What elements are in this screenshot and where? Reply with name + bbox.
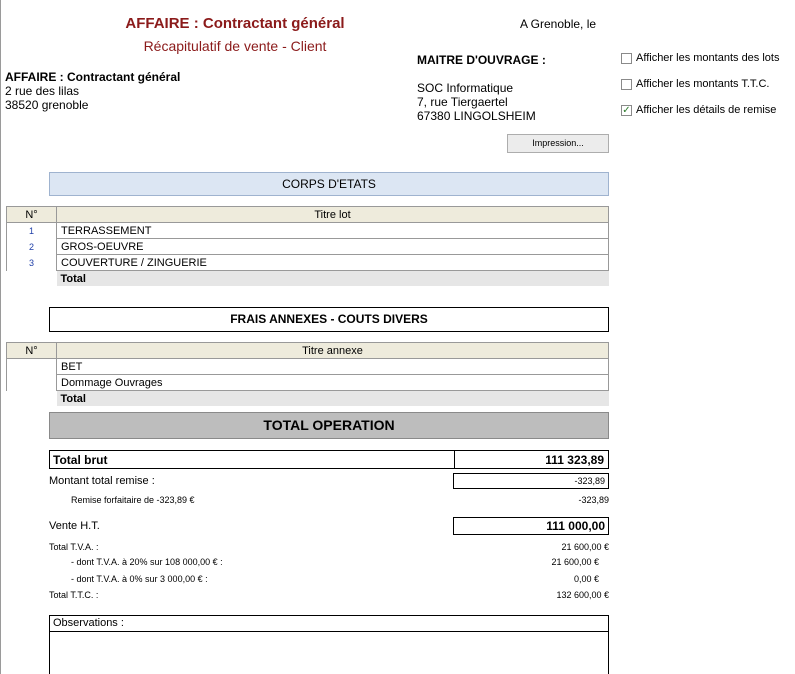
maitre-ouvrage-label: MAITRE D'OUVRAGE : — [417, 53, 546, 67]
place-date: A Grenoble, le — [520, 17, 597, 31]
client-address-line1: 2 rue des lilas — [5, 84, 80, 98]
table-row[interactable] — [7, 359, 609, 375]
remise-detail-value: -323,89 — [578, 495, 609, 505]
observations-label: Observations : — [50, 616, 608, 632]
remise-detail-label: Remise forfaitaire de -323,89 € — [71, 495, 195, 505]
row-number: 1 — [7, 223, 57, 239]
observations-box[interactable] — [49, 615, 609, 674]
row-number: 3 — [7, 255, 57, 271]
total-brut-value: 111 323,89 — [545, 453, 604, 467]
client-address-line2: 38520 grenoble — [5, 98, 89, 112]
tva20-label: - dont T.V.A. à 20% sur 108 000,00 € : — [71, 557, 223, 567]
frais-table-header — [7, 343, 609, 359]
option-montants-ttc-label: Afficher les montants T.T.C. — [636, 78, 770, 90]
client-address — [5, 70, 180, 112]
tva20-value: 21 600,00 € — [551, 557, 599, 567]
total-brut-row — [49, 450, 609, 469]
total-label: Total — [57, 271, 609, 287]
tva0-value: 0,00 € — [573, 574, 599, 584]
total-ttc-label: Total T.T.C. : — [49, 590, 99, 600]
option-details-remise-label: Afficher les détails de remise — [636, 104, 777, 116]
corps-etats-table — [6, 206, 609, 286]
checkbox-montants-lots[interactable] — [621, 53, 632, 64]
option-montants-lots[interactable] — [621, 52, 779, 64]
row-number: 2 — [7, 239, 57, 255]
checkbox-montants-ttc[interactable] — [621, 79, 632, 90]
row-title: Dommage Ouvrages — [57, 375, 609, 391]
page-subtitle: Récapitulatif de vente - Client — [143, 38, 327, 54]
window-left-border — [0, 0, 1, 674]
total-row — [7, 391, 609, 407]
table-row[interactable] — [7, 239, 609, 255]
vente-ht-value: 111 000,00 — [453, 517, 609, 535]
row-title: GROS-OEUVRE — [57, 239, 609, 255]
total-row — [7, 271, 609, 287]
total-tva-value: 21 600,00 € — [561, 542, 609, 552]
row-title: COUVERTURE / ZINGUERIE — [57, 255, 609, 271]
montant-remise-label: Montant total remise : — [49, 475, 155, 487]
total-brut-divider — [454, 451, 455, 468]
row-title: TERRASSEMENT — [57, 223, 609, 239]
total-row-spacer — [7, 391, 57, 407]
total-ttc-value: 132 600,00 € — [556, 590, 609, 600]
col-num-header: N° — [7, 207, 57, 223]
maitre-ouvrage-name: SOC Informatique — [417, 81, 514, 95]
option-montants-ttc[interactable] — [621, 78, 769, 90]
col-num-header: N° — [7, 343, 57, 359]
row-number — [7, 359, 57, 375]
table-row[interactable] — [7, 223, 609, 239]
row-number — [7, 375, 57, 391]
option-details-remise[interactable] — [621, 104, 776, 116]
total-operation-header: TOTAL OPERATION — [49, 412, 609, 439]
total-tva-label: Total T.V.A. : — [49, 542, 99, 552]
total-label: Total — [57, 391, 609, 407]
col-titre-annexe-header: Titre annexe — [57, 343, 609, 359]
corps-table-header — [7, 207, 609, 223]
frais-annexes-header: FRAIS ANNEXES - COUTS DIVERS — [49, 307, 609, 332]
col-titre-lot-header: Titre lot — [57, 207, 609, 223]
total-brut-label: Total brut — [53, 453, 108, 467]
vente-ht-label: Vente H.T. — [49, 520, 100, 532]
maitre-ouvrage-address — [417, 81, 536, 123]
frais-annexes-table — [6, 342, 609, 406]
row-title: BET — [57, 359, 609, 375]
print-button[interactable]: Impression... — [507, 134, 609, 153]
tva0-label: - dont T.V.A. à 0% sur 3 000,00 € : — [71, 574, 208, 584]
option-montants-lots-label: Afficher les montants des lots — [636, 52, 780, 64]
client-name: AFFAIRE : Contractant général — [5, 70, 181, 84]
maitre-ouvrage-line2: 67380 LINGOLSHEIM — [417, 109, 536, 123]
corps-etats-header: CORPS D'ETATS — [49, 172, 609, 196]
maitre-ouvrage-line1: 7, rue Tiergaertel — [417, 95, 508, 109]
table-row[interactable] — [7, 255, 609, 271]
table-row[interactable] — [7, 375, 609, 391]
total-row-spacer — [7, 271, 57, 287]
page-title: AFFAIRE : Contractant général — [125, 15, 345, 32]
checkbox-details-remise[interactable]: ✓ — [622, 104, 631, 116]
montant-remise-value: -323,89 — [453, 473, 609, 489]
